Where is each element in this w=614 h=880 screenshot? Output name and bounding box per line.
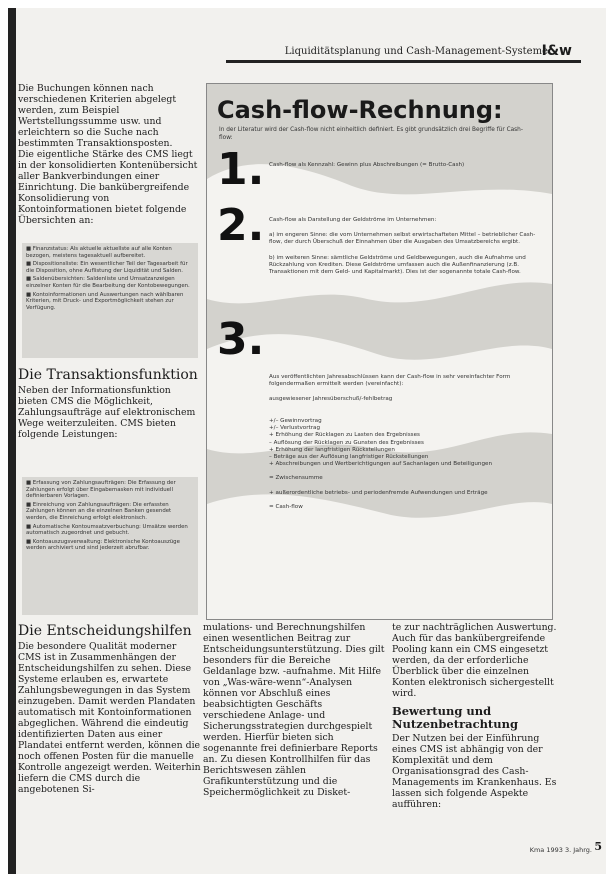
number-1: 1. bbox=[217, 144, 265, 195]
running-header bbox=[226, 43, 572, 65]
calc-line: + außerordentliche betriebs- und periodenfremde Aufwendungen und Erträge bbox=[269, 489, 488, 496]
calc-line: = Cash-flow bbox=[269, 503, 303, 510]
right-column bbox=[392, 622, 564, 810]
box2-item: ■ Automatische Kontoumsatzverbuchung: Umsätze werden automatisch zugeordnet und gebucht. bbox=[26, 523, 188, 537]
right-para-2: Der Nutzen bei der Einführung eines CMS ist abhängig von der Komplexität und dem Organisationsgrad des Cash-Managements im Krankenhaus. Es lassen sich folgende Aspekte aufführen: bbox=[392, 733, 557, 810]
sidebar-box-overviews bbox=[22, 243, 198, 358]
heading-evaluation: Bewertung und Nutzenbetrachtung bbox=[392, 704, 519, 731]
calc-line: +/– Gewinnvortrag bbox=[269, 418, 322, 424]
cashflow-calc-list bbox=[269, 418, 539, 511]
heading-transaction: Die Transaktionsfunktion bbox=[18, 367, 198, 383]
section-3 bbox=[269, 374, 539, 404]
section-2 bbox=[269, 217, 539, 276]
calc-spacer bbox=[269, 468, 539, 475]
box1-item: ■ Dispositionsliste: Ein wesentlicher Teil der Tagesarbeit für die Disposition, ohne Auflistung der Liquidität und Salden. bbox=[26, 261, 188, 274]
footer-folio: Kma 1993 3. Jahrg. bbox=[529, 846, 592, 854]
left-para-3: Neben der Informationsfunktion bieten CMS die Möglichkeit, Zahlungsaufträge auf elektronischem Wege weiterzuleiten. CMS bieten folgende Leistungen: bbox=[18, 385, 196, 440]
section-3-sub: ausgewiesener Jahresüberschuß/-fehlbetrag bbox=[269, 396, 393, 403]
page-edge bbox=[8, 8, 16, 874]
decision-section bbox=[18, 622, 202, 795]
number-2: 2. bbox=[217, 200, 265, 251]
cashflow-intro: In der Literatur wird der Cash-flow nicht einheitlich definiert. Es gibt grundsätzlich drei Begriffe für Cash-flow: bbox=[219, 127, 523, 141]
box1-item: ■ Kontoinformationen und Auswertungen nach wählbaren Kriterien, mit Druck- und Exportmöglichkeit stehen zur Verfügung. bbox=[26, 291, 184, 311]
section-2-a: a) im engeren Sinne: die vom Unternehmen selbst erwirtschafteten Mittel – betrieblicher Cash-flow, der durch Überschuß der Einnahmen über die Ausgaben des Umsatzbereichs ergibt. bbox=[269, 232, 536, 246]
transaction-section bbox=[18, 366, 202, 440]
left-column bbox=[18, 83, 202, 226]
calc-line: – Beträge aus der Auflösung langfristiger Rückstellungen bbox=[269, 454, 429, 461]
heading-decision: Die Entscheidungshilfen bbox=[18, 623, 192, 639]
header-rule bbox=[226, 60, 581, 63]
left-para-1: Die Buchungen können nach verschiedenen Kriterien abgelegt werden, zum Beispiel Wertstellungssumme usw. und erleichtern so die Suche nach bestimmten Transaktionsposten. bbox=[18, 83, 177, 149]
mid-para: mulations- und Berechnungshilfen einen wesentlichen Beitrag zur Entscheidungsunterstützung. Dies gilt besonders für die Bereiche Geldanlage bzw. -aufnahme. Mit Hilfe von „Was-wäre-wenn“-Analysen können vor Abschluß eines beabsichtigten Geschäfts verschiedene Anlage- und Sicherungsstrategien durchgespielt werden. Hierfür bieten sich sogenannte frei definierbare Reports an. Zu diesen Kontrollhilfen für das Berichtswesen zählen Grafikunterstützung und die Speichermöglichkeit zu Disket- bbox=[203, 622, 385, 798]
left-para-4: Die besondere Qualität moderner CMS ist in Zusammenhängen der Entscheidungshilfen zu sehen. Diese Systeme erlauben es, erwartete Zahlungsbewegungen in das System einzugeben. Damit werden Plandaten automatisch mit Kontoinformationen abgeglichen. Während die eindeutig identifizierten Daten aus einer Plandatei entfernt werden, können die noch offenen Posten für die manuelle Kontrolle angezeigt werden. Weiterhin liefern die CMS durch die angebotenen Si- bbox=[18, 641, 201, 795]
section-1-text: Cash-flow als Kennzahl: Gewinn plus Abschreibungen (= Brutto-Cash) bbox=[269, 162, 465, 168]
calc-line: +/– Verlustvortrag bbox=[269, 425, 320, 432]
cashflow-title: Cash-flow-Rechnung: bbox=[217, 96, 503, 124]
section-3-head: Aus veröffentlichten Jahresabschlüssen kann der Cash-flow in sehr vereinfachter Form folgendermaßen ermittelt werden (vereinfacht): bbox=[269, 374, 511, 388]
box2-item: ■ Erfassung von Zahlungsaufträgen: Die Erfassung der Zahlungen erfolgt über Eingabemasken mit individuell definierbaren Vorlagen. bbox=[26, 480, 176, 500]
calc-line: – Auflösung der Rücklagen zu Gunsten des Ergebnisses bbox=[269, 439, 424, 446]
number-3: 3. bbox=[217, 314, 265, 365]
box2-item: ■ Einreichung von Zahlungsaufträgen: Die erfassten Zahlungen können an die einzelnen Banken gesendet werden, die Einreichung erfolgt elektronisch. bbox=[26, 501, 172, 521]
header-title: Liquiditätsplanung und Cash-Management-Systeme bbox=[284, 46, 548, 57]
calc-line: = Zwischensumme bbox=[269, 475, 323, 482]
box1-item: ■ Finanzstatus: Als aktuelle aktuellste auf alle Konten bezogen, meistens tagesaktuell aufbereitet. bbox=[26, 246, 172, 259]
page-number: 5 bbox=[594, 840, 602, 853]
right-para-1: te zur nachträglichen Auswertung. Auch für das bankübergreifende Pooling kann ein CMS eingesetzt werden, da der erforderliche Überblick über die einzelnen Konten elektronisch sichergestellt wird. bbox=[392, 622, 557, 699]
box2-item: ■ Kontoauszugsverwaltung: Elektronische Kontoauszüge werden archiviert und sind jederzeit abrufbar. bbox=[26, 538, 180, 552]
calc-spacer bbox=[269, 483, 539, 490]
calc-line: + Abschreibungen und Wertberichtigungen auf Sachanlagen und Beteiligungen bbox=[269, 461, 492, 468]
calc-line: + Erhöhung der Rücklagen zu Lasten des Ergebnisses bbox=[269, 432, 420, 439]
header-logo: I&w bbox=[541, 43, 572, 59]
sidebar-box-services bbox=[22, 477, 198, 615]
middle-column bbox=[203, 622, 385, 798]
cashflow-figure bbox=[206, 83, 553, 620]
section-2-head: Cash-flow als Darstellung der Geldströme im Unternehmen: bbox=[269, 217, 437, 223]
left-para-2: Die eigentliche Stärke des CMS liegt in der konsolidierten Kontenübersicht aller Bankverbindungen einer Einrichtung. Die bankübergreifende Konsolidierung von Kontoinformationen bietet folgende Übersichten an: bbox=[18, 149, 198, 226]
calc-line: + Erhöhung der langfristigen Rückstellungen bbox=[269, 446, 395, 453]
section-2-b: b) im weiteren Sinne: sämtliche Geldströme und Geldbewegungen, auch die Aufnahme und Rückzahlung von Krediten. Diese Geldströme umfassen auch die Außenfinanzierung (z.B. Transaktionen mit dem Geld- und Kapitalmarkt). Dies ist der sogenannte totale Cash-flow. bbox=[269, 254, 526, 276]
calc-spacer bbox=[269, 497, 539, 504]
box1-item: ■ Saldenübersichten: Saldenliste und Umsatzanzeigen einzelner Konten für die Bearbeitung der Kontobewegungen. bbox=[26, 276, 190, 289]
